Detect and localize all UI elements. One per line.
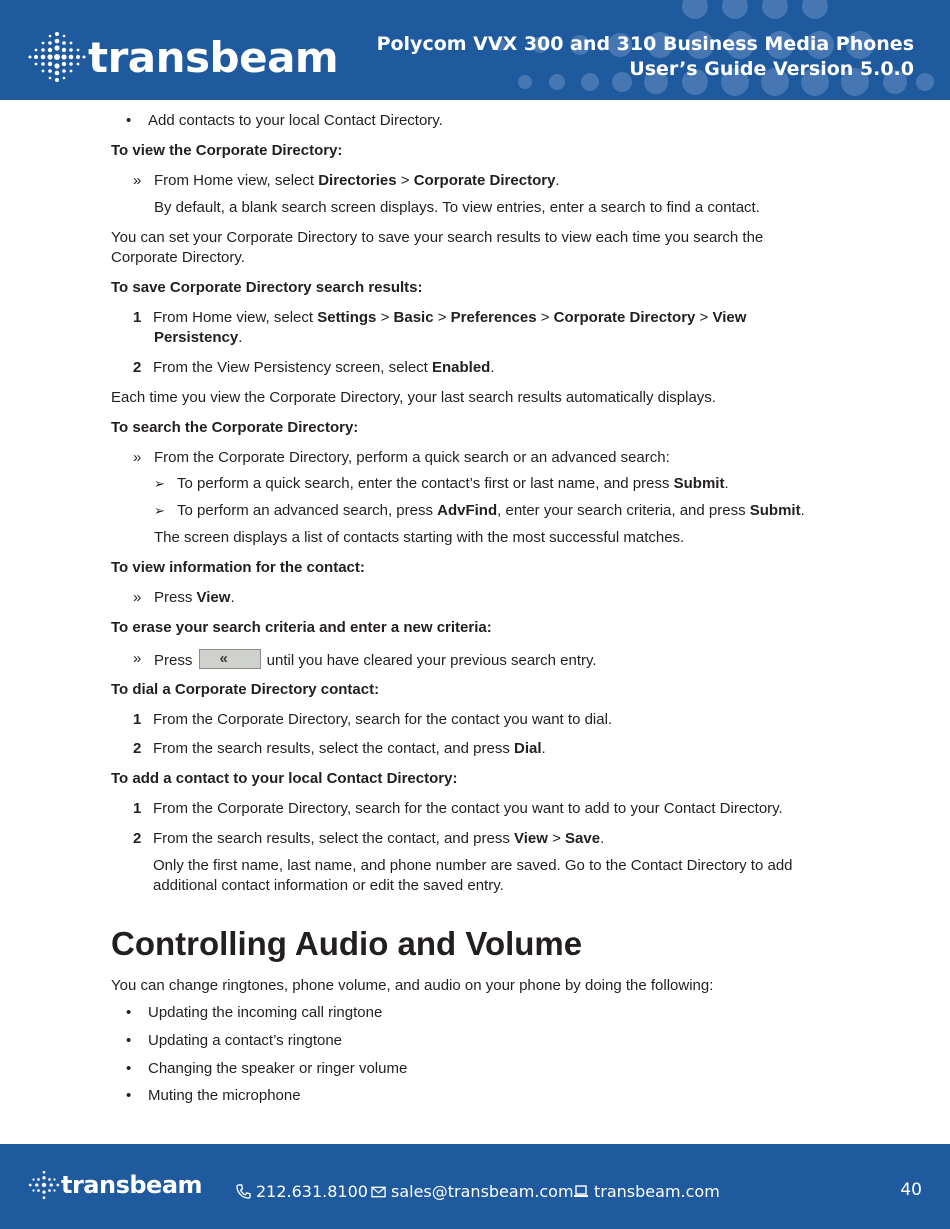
list-item: Muting the microphone xyxy=(148,1087,301,1104)
save-step-1: From Home view, select Settings > Basic > Preferences > Corporate Directory > View xyxy=(153,309,747,326)
add-step-1: From the Corporate Directory, search for the contact you want to add to your Contact Directory. xyxy=(153,800,783,817)
backspace-key-icon: « xyxy=(199,649,261,669)
laptop-icon xyxy=(573,1185,589,1198)
bullet-marker: • xyxy=(126,1060,132,1077)
search-sub-advanced: To perform an advanced search, press AdvFind, enter your search criteria, and press Submit. xyxy=(177,502,805,519)
erase-step: Press « until you have cleared your previous search entry. xyxy=(154,650,597,669)
list-item: Updating the incoming call ringtone xyxy=(148,1004,383,1021)
search-note: The screen displays a list of contacts starting with the most successful matches. xyxy=(154,529,685,546)
bullet-add-contacts: Add contacts to your local Contact Directory. xyxy=(148,112,443,129)
bullet-marker: • xyxy=(126,1004,132,1021)
search-step: From the Corporate Directory, perform a quick search or an advanced search: xyxy=(154,449,670,466)
persist-paragraph-line2: Corporate Directory. xyxy=(111,249,245,266)
footer-email[interactable] xyxy=(371,1182,574,1201)
page-header xyxy=(0,0,950,100)
list-item: Updating a contact’s ringtone xyxy=(148,1032,343,1049)
step-number: 2 xyxy=(133,830,142,847)
section-title: Controlling Audio and Volume xyxy=(111,925,583,962)
heading-view-directory: To view the Corporate Directory: xyxy=(111,142,343,159)
step-number: 1 xyxy=(133,309,142,326)
step-arrow-marker: » xyxy=(133,589,142,606)
step-number: 2 xyxy=(133,740,142,757)
add-note-line2: additional contact information or edit the saved entry. xyxy=(153,877,504,894)
footer-phone[interactable] xyxy=(236,1182,368,1201)
step-number: 2 xyxy=(133,359,142,376)
search-sub-quick: To perform a quick search, enter the contact’s first or last name, and press Submit. xyxy=(177,475,729,492)
add-note-line1: Only the first name, last name, and phone number are saved. Go to the Contact Directory to add xyxy=(153,857,793,874)
footer-logo xyxy=(28,1170,202,1200)
save-step-2: From the View Persistency screen, select Enabled. xyxy=(153,359,495,376)
document-title-line2: User’s Guide Version 5.0.0 xyxy=(629,58,914,80)
step-number: 1 xyxy=(133,800,142,817)
document-title xyxy=(377,32,914,82)
each-time-paragraph: Each time you view the Corporate Directory, your last search results automatically displays. xyxy=(111,389,716,406)
document-title-line1: Polycom VVX 300 and 310 Business Media Phones xyxy=(376,33,914,55)
header-logo xyxy=(28,30,338,84)
add-step-2: From the search results, select the contact, and press View > Save. xyxy=(153,830,605,847)
heading-view-info: To view information for the contact: xyxy=(111,559,365,576)
info-step: Press View. xyxy=(154,589,235,606)
footer-website[interactable] xyxy=(573,1182,720,1201)
step-arrow-marker: » xyxy=(133,449,142,466)
view-note: By default, a blank search screen displays. To view entries, enter a search to find a contact. xyxy=(154,199,760,216)
save-step-1-cont: Persistency. xyxy=(154,329,243,346)
view-step: From Home view, select Directories > Corporate Directory. xyxy=(154,172,560,189)
step-number: 1 xyxy=(133,711,142,728)
section-intro: You can change ringtones, phone volume, and audio on your phone by doing the following: xyxy=(111,977,714,994)
logo-burst-icon xyxy=(28,1170,60,1200)
list-item: Changing the speaker or ringer volume xyxy=(148,1060,408,1077)
heading-save-results: To save Corporate Directory search results: xyxy=(111,279,423,296)
footer-brand-name: transbeam xyxy=(61,1171,203,1199)
heading-dial-contact: To dial a Corporate Directory contact: xyxy=(111,681,380,698)
bullet-marker: • xyxy=(126,112,132,129)
header-brand-name: transbeam xyxy=(88,32,339,82)
dial-step-2: From the search results, select the contact, and press Dial. xyxy=(153,740,546,757)
logo-burst-icon xyxy=(28,30,86,84)
footer-email-text: sales@transbeam.com xyxy=(391,1182,574,1201)
sub-bullet-marker: ➢ xyxy=(154,476,165,491)
phone-icon xyxy=(236,1184,251,1199)
step-arrow-marker: » xyxy=(133,172,142,189)
heading-erase-criteria: To erase your search criteria and enter a new criteria: xyxy=(111,619,492,636)
dial-step-1: From the Corporate Directory, search for the contact you want to dial. xyxy=(153,711,613,728)
sub-bullet-marker: ➢ xyxy=(154,503,165,518)
heading-search-directory: To search the Corporate Directory: xyxy=(111,419,359,436)
mail-icon xyxy=(371,1186,386,1198)
footer-phone-text: 212.631.8100 xyxy=(256,1182,368,1201)
persist-paragraph-line1: You can set your Corporate Directory to save your search results to view each time you search the xyxy=(111,229,764,246)
footer-website-text: transbeam.com xyxy=(594,1182,720,1201)
heading-add-contact: To add a contact to your local Contact Directory: xyxy=(111,770,458,787)
step-arrow-marker: » xyxy=(133,650,142,667)
bullet-marker: • xyxy=(126,1087,132,1104)
page-number: 40 xyxy=(900,1180,922,1200)
bullet-marker: • xyxy=(126,1032,132,1049)
